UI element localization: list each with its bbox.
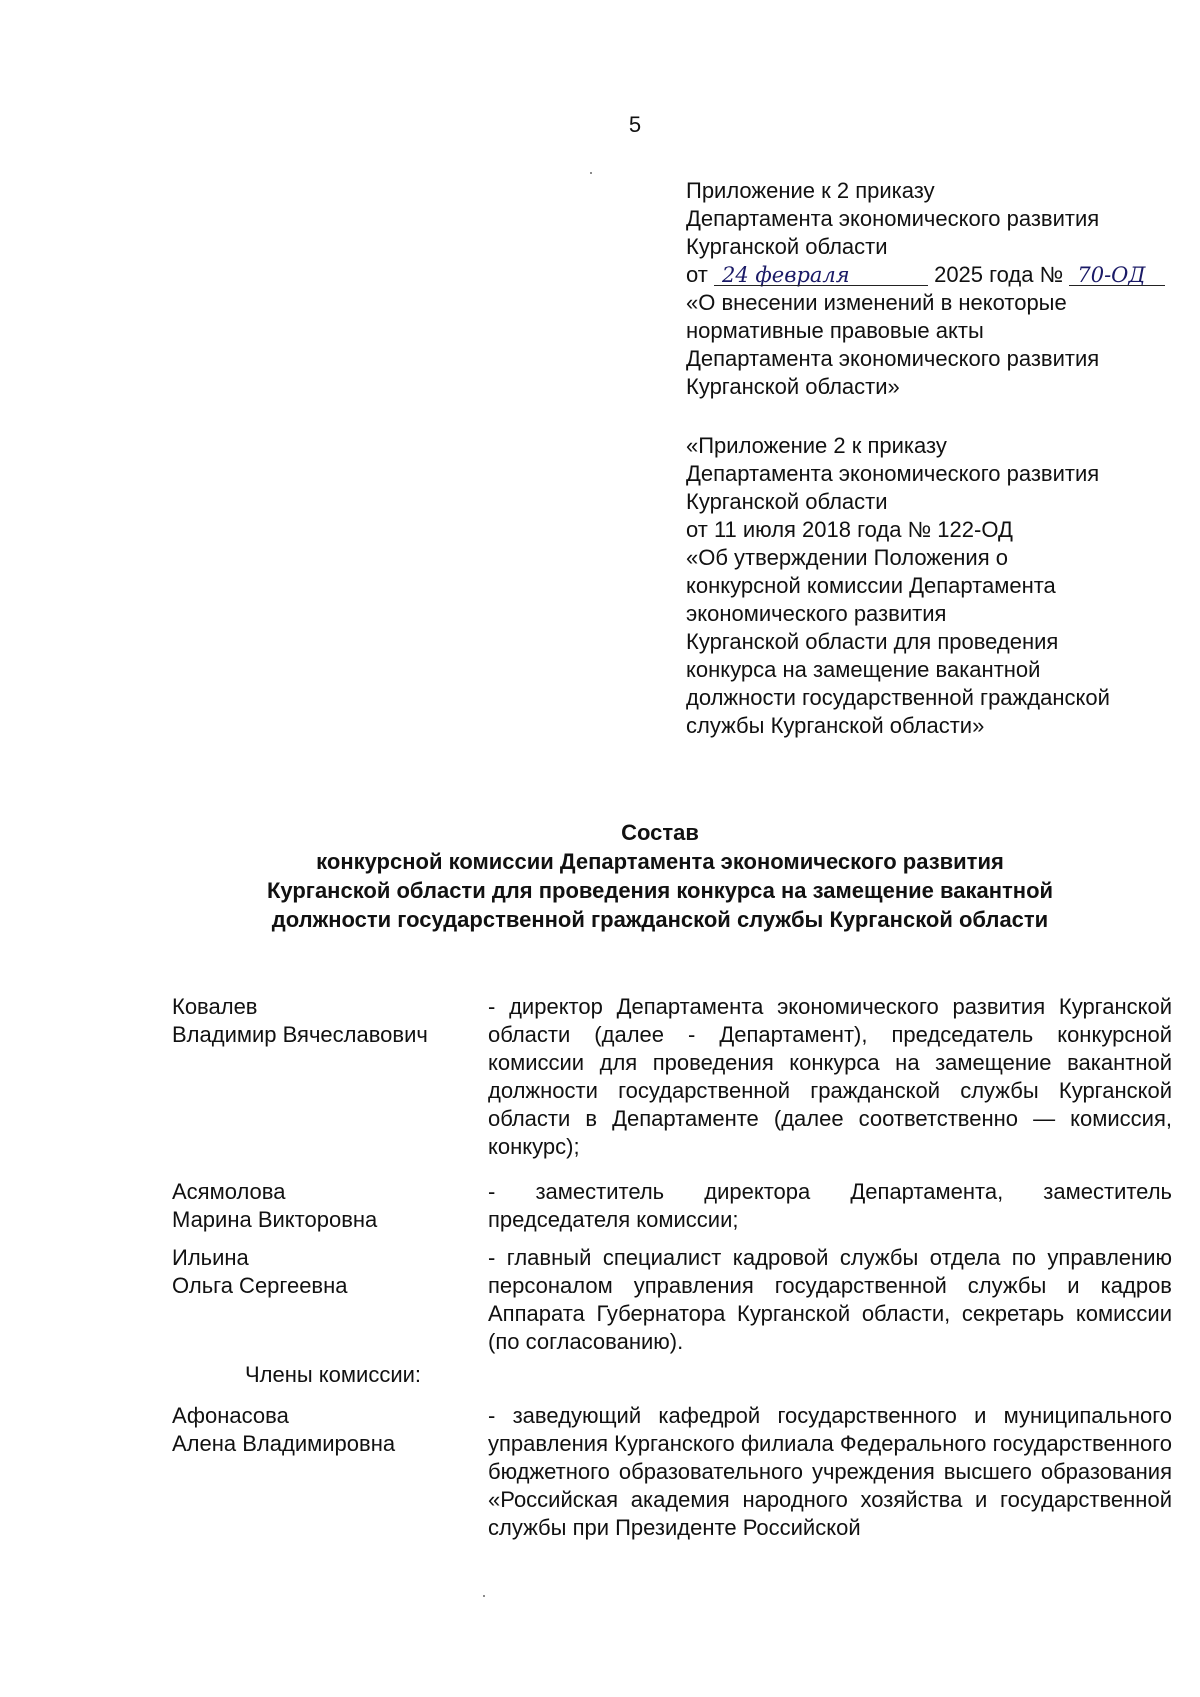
member-role: - директор Департамента экономического развития Курганской области (далее - Департамент), председатель конкурсной комиссии для проведения конкурса на замещение вакантной должности государственной гражданской службы Курганской области в Департаменте (далее соответственно — комиссия, конкурс); <box>488 994 1172 1159</box>
original-appendix <box>686 432 1110 740</box>
handwritten-date: 24 февраля <box>714 261 928 289</box>
original-appendix-line: Курганской области для проведения <box>686 629 1059 654</box>
scan-speck <box>483 1595 485 1597</box>
member-surname: Асямолова <box>172 1179 286 1204</box>
original-appendix-line: Департамента экономического развития <box>686 461 1100 486</box>
appendix-header-line: Департамента экономического развития <box>686 206 1100 231</box>
document-title <box>160 818 1160 934</box>
member-surname: Ковалев <box>172 994 258 1019</box>
title-line: конкурсной комиссии Департамента экономического развития <box>316 849 1004 874</box>
member-name <box>172 993 472 1049</box>
member-given-name: Алена Владимировна <box>172 1431 396 1456</box>
title-line: Курганской области для проведения конкурса на замещение вакантной <box>266 878 1054 903</box>
appendix-header-line: Приложение к 2 приказу <box>686 178 935 203</box>
scan-speck <box>590 172 592 174</box>
member-given-name: Ольга Сергеевна <box>172 1273 348 1298</box>
member-surname: Ильина <box>172 1245 249 1270</box>
members-label: Члены комиссии: <box>245 1362 422 1387</box>
member-name <box>172 1244 472 1300</box>
handwritten-number: 70-ОД <box>1069 261 1165 289</box>
member-given-name: Владимир Вячеславович <box>172 1022 428 1047</box>
appendix-header <box>686 177 1165 401</box>
original-appendix-line: службы Курганской области» <box>686 713 985 738</box>
subject-line: нормативные правовые акты <box>686 318 984 343</box>
original-appendix-line: конкурсной комиссии Департамента <box>686 573 1056 598</box>
original-appendix-line: «Приложение 2 к приказу <box>686 433 947 458</box>
title-line: должности государственной гражданской службы Курганской области <box>271 907 1049 932</box>
original-appendix-line: от 11 июля 2018 года № 122-ОД <box>686 517 1013 542</box>
year-text: 2025 года № <box>934 262 1064 287</box>
date-prefix: от <box>686 262 708 287</box>
title-line: Состав <box>621 820 699 845</box>
subject-line: Департамента экономического развития <box>686 346 1100 371</box>
subject-line: «О внесении изменений в некоторые <box>686 290 1067 315</box>
original-appendix-line: экономического развития <box>686 601 947 626</box>
subject-line: Курганской области» <box>686 374 900 399</box>
original-appendix-line: должности государственной гражданской <box>686 685 1110 710</box>
page-number: 5 <box>628 112 642 137</box>
member-role: - заведующий кафедрой государственного и муниципального управления Курганского филиала Федерального государственного бюджетного образовательного учреждения высшего образования «Российская академия народного хозяйства и государственной службы при Президенте Российской <box>488 1403 1172 1540</box>
member-name <box>172 1178 472 1234</box>
member-surname: Афонасова <box>172 1403 289 1428</box>
member-role: - главный специалист кадровой службы отдела по управлению персоналом управления государственной службы и кадров Аппарата Губернатора Курганской области, секретарь комиссии (по согласованию). <box>488 1245 1172 1354</box>
appendix-header-line: Курганской области <box>686 234 888 259</box>
original-appendix-line: конкурса на замещение вакантной <box>686 657 1041 682</box>
original-appendix-line: «Об утверждении Положения о <box>686 545 1008 570</box>
member-name <box>172 1402 472 1458</box>
order-date-line <box>686 261 1165 289</box>
member-given-name: Марина Викторовна <box>172 1207 378 1232</box>
original-appendix-line: Курганской области <box>686 489 888 514</box>
member-role: - заместитель директора Департамента, заместитель председателя комиссии; <box>488 1179 1172 1232</box>
